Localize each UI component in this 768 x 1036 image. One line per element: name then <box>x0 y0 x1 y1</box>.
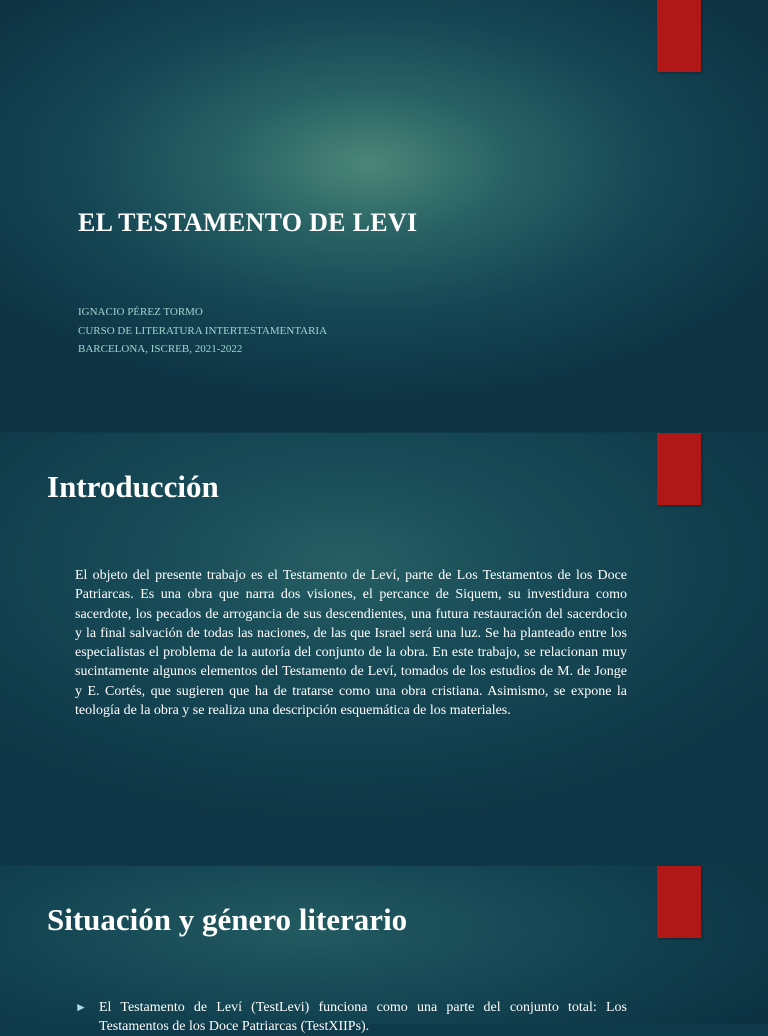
bullet-text: El Testamento de Leví (TestLevi) funciona como una parte del conjunto total: Los Testamentos de los Doce Patriarcas (TestXIIPs). <box>99 1000 627 1034</box>
bullet-item <box>75 998 627 1036</box>
title-slide <box>0 0 768 432</box>
introduction-paragraph: El objeto del presente trabajo es el Testamento de Leví, parte de Los Testamentos de los Doce Patriarcas. Es una obra que narra dos visiones, el percance de Siquem, su investidura como sacerdote, los pecados de arrogancia de sus descendientes, una futura restauración del sacerdocio y la final salvación de todas las naciones, de las que Israel será una luz. Se ha planteado entre los especialistas el problema de la autoría del conjunto de la obra. En este trabajo, se relacionan muy sucintamente algunos elementos del Testamento de Leví, tomados de los estudios de M. de Jonge y E. Cortés, que sugieren que ha de tratarse como una obra cristiana. Asimismo, se expone la teología de la obra y se realiza una descripción esquemática de los materiales. <box>75 568 627 719</box>
red-accent-tab <box>657 866 701 938</box>
red-accent-tab <box>657 433 701 505</box>
triangle-right-icon: ► <box>75 1000 87 1014</box>
introduction-slide <box>0 433 768 865</box>
subtitle-block <box>78 303 327 359</box>
author-line: IGNACIO PÉREZ TORMO <box>78 306 203 318</box>
presentation-title: EL TESTAMENTO DE LEVI <box>78 208 418 237</box>
place-date-line: BARCELONA, ISCREB, 2021-2022 <box>78 343 243 355</box>
slide-heading: Situación y género literario <box>47 902 408 937</box>
course-line: CURSO DE LITERATURA INTERTESTAMENTARIA <box>78 324 328 337</box>
red-accent-tab <box>657 0 701 72</box>
slide-heading: Introducción <box>47 469 219 504</box>
situation-slide <box>0 866 768 1034</box>
